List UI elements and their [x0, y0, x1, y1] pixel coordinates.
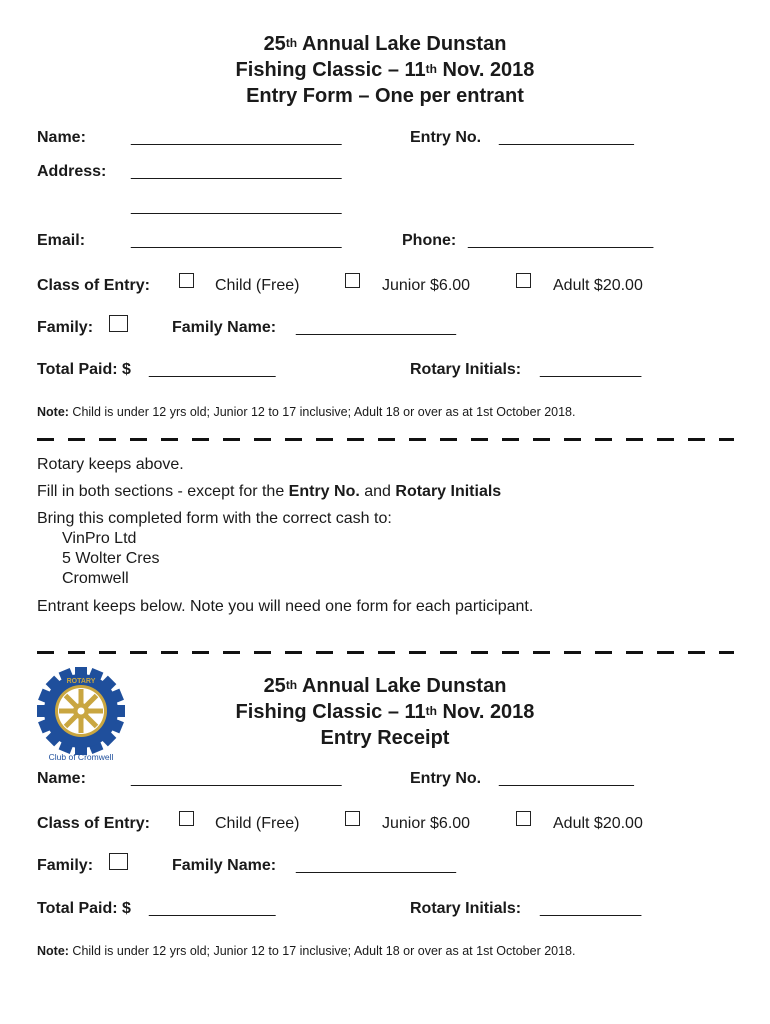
- family-checkbox[interactable]: [109, 315, 128, 332]
- receipt-adult-checkbox[interactable]: [516, 811, 531, 826]
- receipt-note: Note: Child is under 12 yrs old; Junior 12 to 17 inclusive; Adult 18 or over as at 1st October 2018.: [37, 944, 576, 958]
- receipt-entry-no-field[interactable]: ________________: [499, 770, 634, 787]
- receipt-family-name-field[interactable]: ___________________: [296, 857, 456, 874]
- phone-field[interactable]: ______________________: [468, 232, 653, 249]
- receipt-title-line2: Fishing Classic – 11th Nov. 2018: [235, 701, 535, 723]
- receipt-family-checkbox[interactable]: [109, 853, 128, 870]
- entry-note: Note: Child is under 12 yrs old; Junior 12 to 17 inclusive; Adult 18 or over as at 1st October 2018.: [37, 405, 576, 419]
- receipt-family-name-label: Family Name:: [172, 857, 277, 874]
- receipt-junior-checkbox[interactable]: [345, 811, 360, 826]
- entry-no-label: Entry No.: [410, 129, 482, 146]
- phone-label: Phone:: [402, 232, 457, 249]
- receipt-total-paid-field[interactable]: _______________: [149, 900, 275, 917]
- address-town: Cromwell: [62, 570, 129, 587]
- entry-no-field[interactable]: ________________: [499, 129, 634, 146]
- receipt-class-of-entry-label: Class of Entry:: [37, 815, 150, 832]
- address-field-1[interactable]: _________________________: [131, 163, 341, 180]
- svg-text:ROTARY: ROTARY: [66, 678, 96, 685]
- receipt-junior-option-label: Junior $6.00: [382, 815, 471, 832]
- class-of-entry-label: Class of Entry:: [37, 277, 150, 294]
- receipt-child-option-label: Child (Free): [215, 815, 300, 832]
- receipt-name-label: Name:: [37, 770, 86, 787]
- receipt-total-paid-label: Total Paid: $: [37, 900, 131, 917]
- total-paid-label: Total Paid: $: [37, 361, 131, 378]
- instruction-rotary-keeps: Rotary keeps above.: [37, 456, 184, 473]
- address-field-2[interactable]: _________________________: [131, 198, 341, 215]
- cut-line-top: [37, 438, 734, 441]
- receipt-child-checkbox[interactable]: [179, 811, 194, 826]
- email-field[interactable]: _________________________: [131, 232, 341, 249]
- form-title-line3: Entry Form – One per entrant: [246, 85, 524, 107]
- name-label: Name:: [37, 129, 86, 146]
- child-checkbox[interactable]: [179, 273, 194, 288]
- family-name-label: Family Name:: [172, 319, 277, 336]
- form-title-line1: 25th Annual Lake Dunstan: [263, 33, 507, 55]
- receipt-entry-no-label: Entry No.: [410, 770, 482, 787]
- instruction-bring-form: Bring this completed form with the correct cash to:: [37, 510, 392, 527]
- address-company: VinPro Ltd: [62, 530, 137, 547]
- cut-line-bottom: [37, 651, 734, 654]
- family-label: Family:: [37, 319, 94, 336]
- svg-text:Club of Cromwell: Club of Cromwell: [48, 752, 114, 762]
- child-option-label: Child (Free): [215, 277, 300, 294]
- adult-option-label: Adult $20.00: [553, 277, 643, 294]
- adult-checkbox[interactable]: [516, 273, 531, 288]
- receipt-title-line1: 25th Annual Lake Dunstan: [263, 675, 507, 697]
- receipt-rotary-initials-label: Rotary Initials:: [410, 900, 522, 917]
- receipt-family-label: Family:: [37, 857, 94, 874]
- instruction-fill-in: Fill in both sections - except for the Entry No. and Rotary Initials: [37, 483, 502, 500]
- receipt-adult-option-label: Adult $20.00: [553, 815, 643, 832]
- address-street: 5 Wolter Cres: [62, 550, 160, 567]
- address-label: Address:: [37, 163, 107, 180]
- rotary-initials-label: Rotary Initials:: [410, 361, 522, 378]
- total-paid-field[interactable]: _______________: [149, 361, 275, 378]
- receipt-name-field[interactable]: _________________________: [131, 770, 341, 787]
- name-field[interactable]: _________________________: [131, 129, 341, 146]
- receipt-title-line3: Entry Receipt: [320, 727, 450, 749]
- family-name-field[interactable]: ___________________: [296, 319, 456, 336]
- receipt-rotary-initials-field[interactable]: ____________: [540, 900, 641, 917]
- email-label: Email:: [37, 232, 86, 249]
- form-title-line2: Fishing Classic – 11th Nov. 2018: [235, 59, 535, 81]
- rotary-initials-field[interactable]: ____________: [540, 361, 641, 378]
- instruction-entrant-keeps: Entrant keeps below. Note you will need one form for each participant.: [37, 598, 534, 615]
- junior-checkbox[interactable]: [345, 273, 360, 288]
- junior-option-label: Junior $6.00: [382, 277, 471, 294]
